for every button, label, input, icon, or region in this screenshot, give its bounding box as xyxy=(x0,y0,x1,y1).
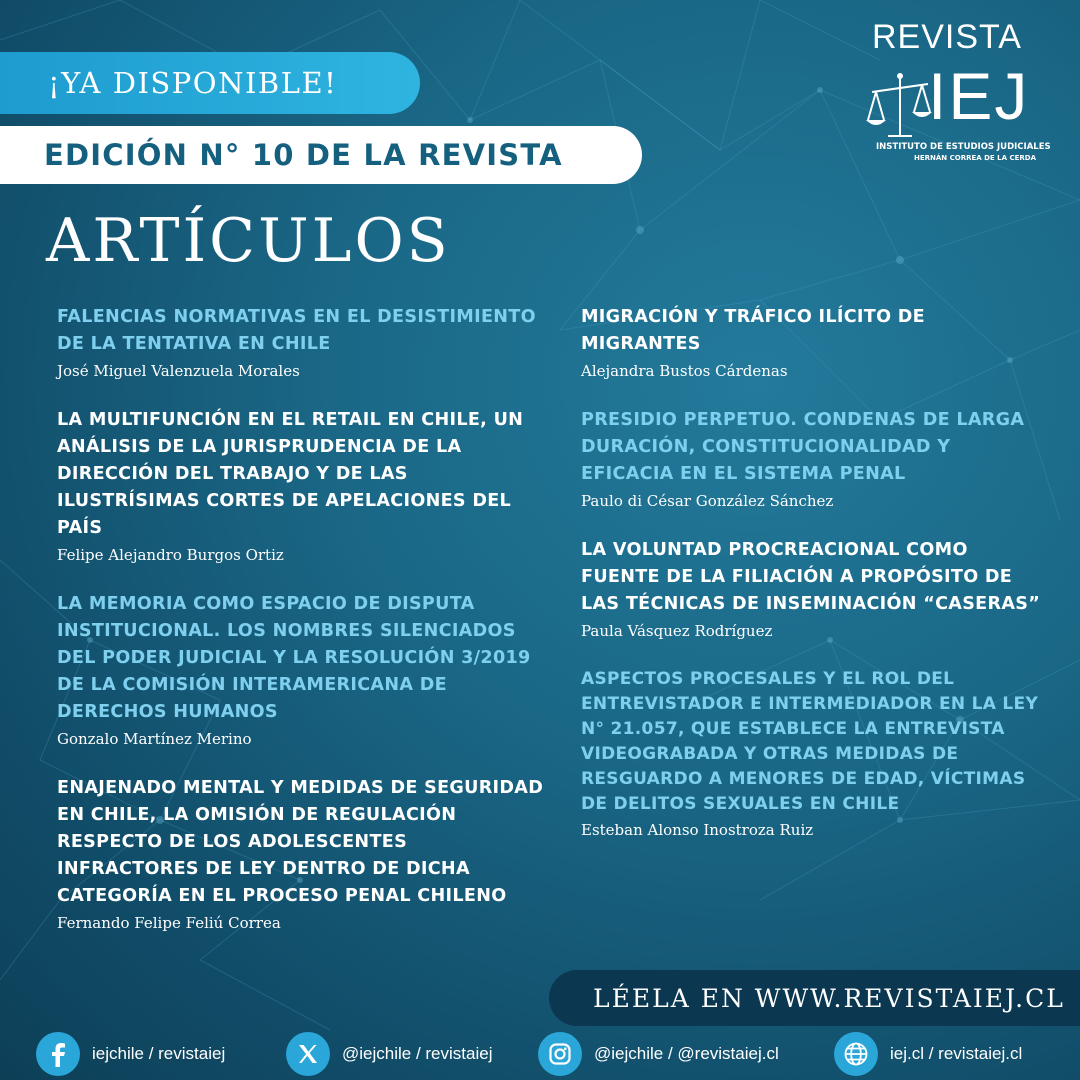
article-title: LA MULTIFUNCIÓN EN EL RETAIL EN CHILE, UN ANÁLISIS DE LA JURISPRUDENCIA DE LA DIRECCIÓN DEL TRABAJO Y DE LAS ILUSTRÍSIMAS CORTES DE APELACIONES DEL PAÍS xyxy=(57,410,524,538)
social-footer xyxy=(0,1030,1080,1080)
logo-iej-text: IEJ xyxy=(928,59,1030,133)
revista-iej-logo xyxy=(862,18,1051,173)
section-title: ARTÍCULOS xyxy=(46,206,451,276)
edition-badge xyxy=(0,126,642,184)
article-title: ASPECTOS PROCESALES Y EL ROL DEL ENTREVISTADOR E INTERMEDIADOR EN LA LEY N° 21.057, QUE ESTABLECE LA ENTREVISTA VIDEOGRABADA Y OTRAS MEDIDAS DE RESGUARDO A MENORES DE EDAD, VÍCTIMAS DE DELITOS SEXUALES EN CHILE xyxy=(581,669,1039,814)
article-item[interactable] xyxy=(581,667,1041,843)
x-handle: @iejchile / revistaiej xyxy=(342,1044,493,1063)
article-item[interactable] xyxy=(581,407,1041,514)
instagram-icon xyxy=(538,1032,582,1076)
article-title: FALENCIAS NORMATIVAS EN EL DESISTIMIENTO DE LA TENTATIVA EN CHILE xyxy=(57,307,536,354)
article-author: Paulo di César González Sánchez xyxy=(581,492,834,510)
article-author: Gonzalo Martínez Merino xyxy=(57,730,252,748)
facebook-icon xyxy=(36,1032,80,1076)
article-author: Alejandra Bustos Cárdenas xyxy=(581,362,788,380)
article-author: Paula Vásquez Rodríguez xyxy=(581,622,773,640)
social-instagram[interactable] xyxy=(538,1030,779,1078)
available-label: ¡YA DISPONIBLE! xyxy=(48,66,338,100)
instagram-handle: @iejchile / @revistaiej.cl xyxy=(594,1044,779,1063)
globe-icon xyxy=(834,1032,878,1076)
article-item[interactable] xyxy=(57,407,547,568)
article-author: José Miguel Valenzuela Morales xyxy=(57,362,300,380)
article-item[interactable] xyxy=(57,775,547,936)
social-x[interactable] xyxy=(286,1030,492,1078)
article-title: MIGRACIÓN Y TRÁFICO ILÍCITO DE MIGRANTES xyxy=(581,307,925,354)
logo-institute-name: INSTITUTO DE ESTUDIOS JUDICIALES xyxy=(876,142,1051,152)
social-website[interactable] xyxy=(834,1030,1022,1078)
read-online-link[interactable] xyxy=(549,970,1080,1026)
logo-institute-subtitle: HERNÁN CORREA DE LA CERDA xyxy=(914,154,1036,162)
article-item[interactable] xyxy=(57,591,547,752)
social-facebook[interactable] xyxy=(36,1030,225,1078)
logo-revista-text: REVISTA xyxy=(872,18,1022,56)
article-title: PRESIDIO PERPETUO. CONDENAS DE LARGA DURACIÓN, CONSTITUCIONALIDAD Y EFICACIA EN EL SISTEMA PENAL xyxy=(581,410,1025,484)
articles-left-column xyxy=(57,304,547,959)
scales-of-justice-icon xyxy=(862,70,932,150)
article-title: LA MEMORIA COMO ESPACIO DE DISPUTA INSTITUCIONAL. LOS NOMBRES SILENCIADOS DEL PODER JUDICIAL Y LA RESOLUCIÓN 3/2019 DE LA COMISIÓN INTERAMERICANA DE DERECHOS HUMANOS xyxy=(57,594,531,722)
article-author: Felipe Alejandro Burgos Ortiz xyxy=(57,546,284,564)
article-title: ENAJENADO MENTAL Y MEDIDAS DE SEGURIDAD EN CHILE, LA OMISIÓN DE REGULACIÓN RESPECTO DE LOS ADOLESCENTES INFRACTORES DE LEY DENTRO DE DICHA CATEGORÍA EN EL PROCESO PENAL CHILENO xyxy=(57,778,544,906)
facebook-handle: iejchile / revistaiej xyxy=(92,1044,226,1063)
article-item[interactable] xyxy=(581,537,1041,644)
articles-right-column xyxy=(581,304,1041,866)
available-badge xyxy=(0,52,420,114)
read-online-text: LÉELA EN WWW.REVISTAIEJ.CL xyxy=(593,983,1065,1013)
website-url: iej.cl / revistaiej.cl xyxy=(890,1044,1023,1063)
article-title: LA VOLUNTAD PROCREACIONAL COMO FUENTE DE LA FILIACIÓN A PROPÓSITO DE LAS TÉCNICAS DE INSEMINACIÓN “CASERAS” xyxy=(581,540,1041,614)
article-author: Esteban Alonso Inostroza Ruiz xyxy=(581,821,814,839)
article-item[interactable] xyxy=(57,304,547,384)
x-icon xyxy=(286,1032,330,1076)
article-author: Fernando Felipe Feliú Correa xyxy=(57,914,281,932)
article-item[interactable] xyxy=(581,304,1041,384)
edition-label: EDICIÓN N° 10 DE LA REVISTA xyxy=(44,138,563,172)
